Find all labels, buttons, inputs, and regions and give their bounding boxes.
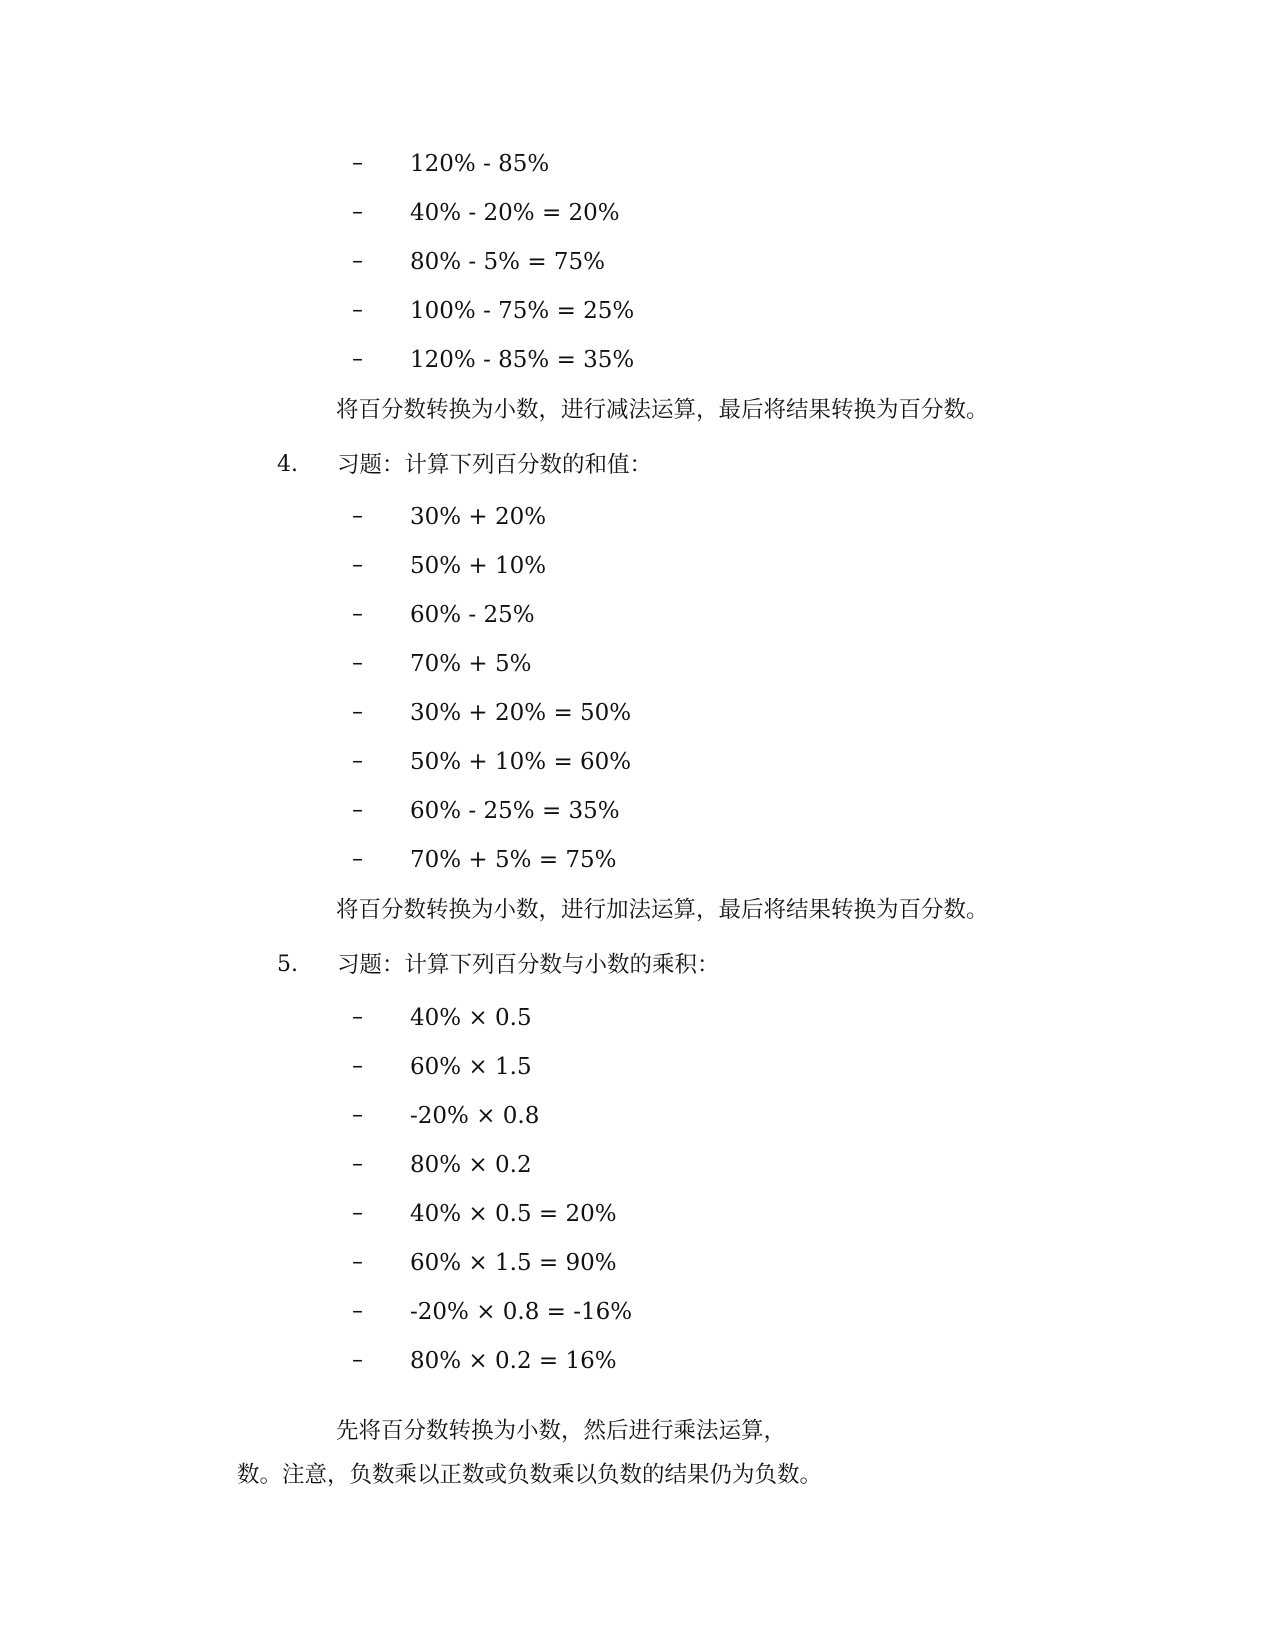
list-item-text: 120% - 85% = 35% (410, 347, 635, 373)
list-bullet: – (352, 700, 363, 725)
list-bullet: – (352, 749, 363, 774)
list-item-text: 50% + 10% = 60% (410, 749, 632, 775)
list-bullet: – (352, 151, 363, 176)
list-item-text: 120% - 85% (410, 151, 550, 177)
section5-note-line1: 先将百分数转换为小数，然后进行乘法运算， (336, 1418, 787, 1444)
list-item-text: 70% + 5% (410, 651, 532, 677)
list-bullet: – (352, 1152, 363, 1177)
section4-note: 将百分数转换为小数，进行加法运算，最后将结果转换为百分数。 (336, 897, 989, 923)
list-item-text: 80% - 5% = 75% (410, 249, 606, 275)
list-bullet: – (352, 553, 363, 578)
list-bullet: – (352, 651, 363, 676)
list-bullet: – (352, 1103, 363, 1128)
list-item-text: 40% × 0.5 = 20% (410, 1201, 617, 1227)
list-bullet: – (352, 347, 363, 372)
list-bullet: – (352, 602, 363, 627)
list-item-text: 30% + 20% (410, 504, 547, 530)
list-item-text: 100% - 75% = 25% (410, 298, 635, 324)
section4-title: 习题：计算下列百分数的和值： (337, 452, 653, 478)
section3-note: 将百分数转换为小数，进行减法运算，最后将结果转换为百分数。 (336, 397, 989, 423)
section5-note-line2: 数。注意，负数乘以正数或负数乘以负数的结果仍为负数。 (237, 1462, 823, 1488)
list-item-text: 40% × 0.5 (410, 1005, 532, 1031)
list-bullet: – (352, 504, 363, 529)
list-bullet: – (352, 1348, 363, 1373)
list-item-text: 30% + 20% = 50% (410, 700, 632, 726)
list-item-text: 60% × 1.5 (410, 1054, 532, 1080)
list-bullet: – (352, 1250, 363, 1275)
list-bullet: – (352, 798, 363, 823)
list-item-text: -20% × 0.8 = -16% (410, 1299, 633, 1325)
list-bullet: – (352, 298, 363, 323)
list-item-text: -20% × 0.8 (410, 1103, 540, 1129)
list-item-text: 40% - 20% = 20% (410, 200, 620, 226)
list-item-text: 60% - 25% (410, 602, 535, 628)
list-item-text: 50% + 10% (410, 553, 547, 579)
section5-title: 习题：计算下列百分数与小数的乘积： (337, 952, 720, 978)
list-bullet: – (352, 847, 363, 872)
list-bullet: – (352, 200, 363, 225)
list-bullet: – (352, 1005, 363, 1030)
section5-number: 5. (277, 952, 298, 977)
list-item-text: 60% × 1.5 = 90% (410, 1250, 617, 1276)
list-bullet: – (352, 1201, 363, 1226)
list-item-text: 80% × 0.2 = 16% (410, 1348, 617, 1374)
list-bullet: – (352, 249, 363, 274)
section4-number: 4. (277, 452, 298, 477)
list-bullet: – (352, 1054, 363, 1079)
list-item-text: 70% + 5% = 75% (410, 847, 617, 873)
list-item-text: 80% × 0.2 (410, 1152, 532, 1178)
list-item-text: 60% - 25% = 35% (410, 798, 620, 824)
list-bullet: – (352, 1299, 363, 1324)
redacted-area (846, 1409, 1074, 1451)
